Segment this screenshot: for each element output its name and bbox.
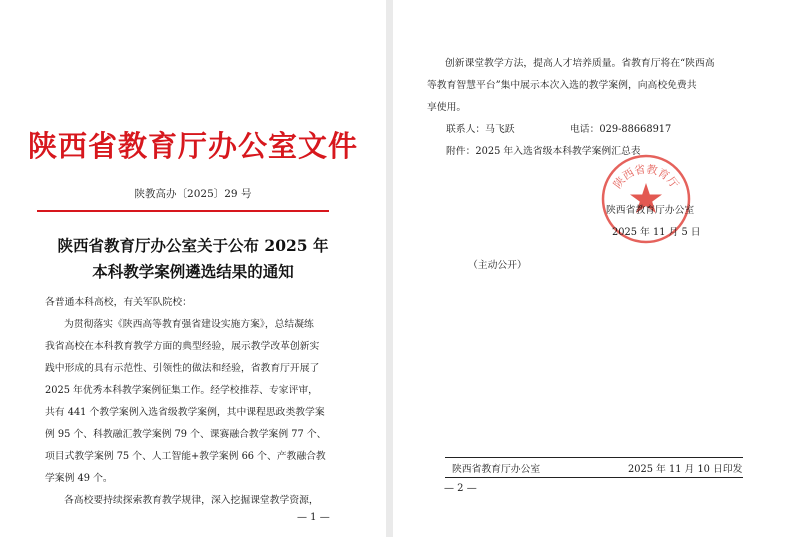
footer-bottom-rule — [445, 477, 743, 478]
salutation: 各普通本科高校，有关军队院校： — [45, 297, 192, 308]
paragraph-line: 2025 年优秀本科教学案例征集工作。经学校推荐、专家评审， — [45, 385, 318, 396]
attachment-note: 附件：2025 年入选省级本科教学案例汇总表 — [446, 146, 641, 157]
document-header-title: 陕西省教育厅办公室文件 — [27, 129, 358, 163]
issue-date: 2025 年 11 月 5 日 — [612, 227, 701, 238]
page-number: — 2 — — [444, 483, 477, 494]
footer-top-rule — [445, 457, 743, 458]
paragraph-line: 例 95 个、科教融汇教学案例 79 个、课赛融合教学案例 77 个、 — [45, 429, 327, 440]
paragraph-line: 我省高校在本科教育教学方面的典型经验，展示教学改革创新实 — [45, 341, 320, 352]
document-number: 陕教高办〔2025〕29 号 — [134, 188, 252, 200]
contact-person: 联系人：马飞跃 — [446, 124, 515, 135]
notice-title-line-1: 陕西省教育厅办公室关于公布 2025 年 — [57, 236, 329, 255]
footer-issuer: 陕西省教育厅办公室 — [452, 464, 541, 475]
issuer-signature: 陕西省教育厅办公室 — [606, 205, 695, 216]
paragraph-line: 等教育智慧平台”集中展示本次入选的教学案例，向高校免费共 — [427, 80, 697, 91]
paragraph-line: 共有 441 个教学案例入选省级教学案例，其中课程思政类教学案 — [45, 407, 325, 418]
paragraph-line: 为贯彻落实《陕西高等教育强省建设实施方案》，总结凝练 — [64, 319, 314, 330]
notice-title-line-2: 本科教学案例遴选结果的通知 — [92, 262, 294, 281]
paragraph-line: 学案例 49 个。 — [45, 473, 113, 484]
paragraph-line: 项目式教学案例 75 个、人工智能+教学案例 66 个、产教融合教 — [45, 451, 326, 462]
page-number: — 1 — — [297, 512, 330, 523]
paragraph-line: 践中形成的具有示范性、引领性的做法和经验，省教育厅开展了 — [45, 363, 320, 374]
footer-date: 2025 年 11 月 10 日印发 — [628, 464, 743, 475]
seal-text: 陕西省教育厅 — [610, 162, 682, 191]
page-gap — [386, 0, 393, 537]
paragraph-line: 创新课堂教学方法，提高人才培养质量。省教育厅将在“陕西高 — [445, 58, 715, 69]
header-red-rule — [37, 210, 329, 212]
paragraph-line: 各高校要持续探索教育教学规律，深入挖掘课堂教学资源， — [64, 495, 319, 506]
contact-phone: 电话：029-88668917 — [570, 124, 672, 135]
disclosure-label: （主动公开） — [468, 260, 527, 271]
paragraph-line: 享使用。 — [427, 102, 467, 113]
document-page-1 — [0, 0, 386, 537]
